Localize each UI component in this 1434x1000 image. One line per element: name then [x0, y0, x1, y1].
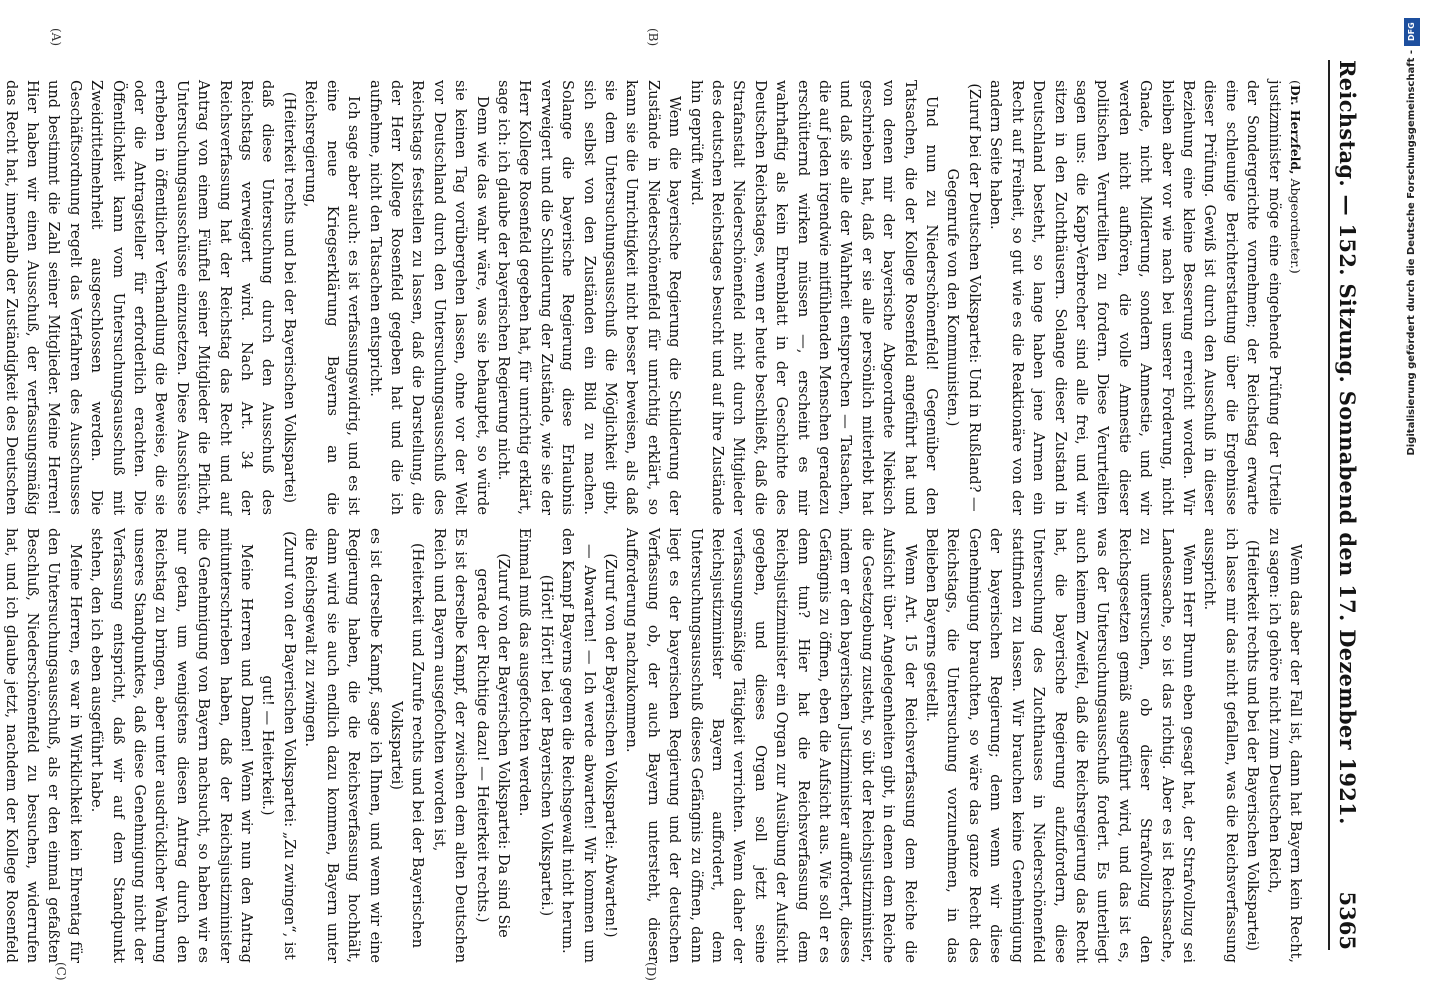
right-column — [0, 528, 1306, 963]
paragraph: Es ist derselbe Kampf, der zwischen dem alten Deutschen Reich und Bayern ausgefochten worden ist, — [430, 528, 470, 963]
paragraph: Wenn Art. 15 der Reichsverfassung dem Reiche die Aufsicht über Angelegenheiten gibt, in denen dem Reiche die Gesetzgebung zusteht, so übt der Reichsjustizminister, indem er den bayerischen Justizminister auffordert, dieses Gefängnis zu öffnen, eben die Aufsicht aus. Wie soll er es denn tun? Hier hat die Reichsverfassung dem Reichsjustizminister ein Organ zur Ausübung der Aufsicht gegeben, und dieses Organ soll jetzt seine verfassungsmäßige Tätigkeit verrichten. Wenn daher der Reichsjustizminister Bayern auffordert, dem Untersuchungsausschuß dieses Gefängnis zu öffnen, dann liegt es der bayerischen Regierung und der deutschen Verfassung ob, der auch Bayern untersteht, dieser Aufforderung nachzukommen. — [623, 528, 919, 963]
paragraph: Wenn die bayerische Regierung die Schilderung der Zustände in Niederschönenfeld für unrichtig erklärt, so kann sie die Unrichtigkeit nicht besser beweisen, als daß sie dem Untersuchungsausschuß die Möglichkeit gibt, sich selbst von den Zuständen ein Bild zu machen. Solange die bayerische Regierung diese Erlaubnis verweigert und die Schilderung der Zustände, wie sie der Herr Kollege Rosenfeld gegeben hat, für unrichtig erklärt, sage ich: ich glaube der bayerischen Regierung nicht. — [494, 80, 684, 515]
margin-marker-a: (A) — [49, 28, 63, 47]
interjection: (Zuruf von der Bayerischen Volkspartei: „Zu zwingen“, ist gut! — Heiterkeit.) — [259, 531, 298, 960]
margin-marker-d: (D) — [644, 962, 658, 981]
paragraph: Denn wie das wahr wäre, was sie behauptet, so würde sie keinen Tag vorübergehen lassen, ohne vor der Welt vor Deutschland durch den Untersuchungsausschuß des Reichstags feststellen zu lassen, daß die Darstellung, die der Herr Kollege Rosenfeld gegeben hat und die ich aufnehme, nicht den Tatsachen entspricht. — [366, 80, 491, 515]
interjection: (Zuruf bei der Deutschen Volkspartei: Und in Rußland? — Gegenrufe von den Kommunisten.) — [944, 83, 983, 512]
interjection: (Zuruf von der Bayerischen Volkspartei: Da sind Sie gerade der Richtige dazu! — Heiterkeit rechts.) — [473, 553, 512, 938]
interjection: (Heiterkeit rechts und bei der Bayerischen Volkspartei) — [1244, 539, 1262, 952]
paragraph: Einmal muß das ausgefochten werden. — [516, 528, 534, 817]
digitization-credit — [1400, 10, 1426, 990]
paragraph: Meine Herren und Damen! Wenn wir nun den Antrag mitunterschrieben haben, daß der Reichsjustizminister die Genehmigung von Bayern nachsucht, so haben wir es nur getan, um wenigstens diesen Antrag durch den Reichstag zu bringen, aber unter ausdrücklicher Wahrung unseres Standpunktes, daß diese Genehmigung nicht der Verfassung entspricht, daß wir auf dem Standpunkt stehen, den ich eben ausgeführt habe. — [88, 528, 256, 963]
page-number: 5365 — [1335, 891, 1360, 950]
margin-marker-c: (C) — [54, 962, 68, 981]
running-title: Reichstag. — 152. Sitzung. Sonnabend den 17. Dezember 1921. — [1335, 60, 1360, 825]
paragraph: es ist derselbe Kampf, sage ich Ihnen, und wenn wir eine Regierung haben, die die Reichsverfassung hochhält, dann wird sie auch endlich dazu kommen, Bayern unter die Reichsgewalt zu zwingen. — [302, 528, 384, 963]
rotated-document-page — [2, 20, 1388, 981]
paragraph: Ich sage aber auch: es ist verfassungswidrig, und es ist eine neue Kriegserklärung Bayerns an die Reichsregierung, — [302, 80, 363, 515]
speaker-line: (Dr. Herzfeld, Abgeordneter.) — [1288, 80, 1303, 274]
credit-text: Digitalisierung gefördert durch die Deutsche Forschungsgemeinschaft - — [1406, 50, 1417, 456]
left-column — [0, 80, 1306, 515]
paragraph: Und nun zu Niederschönenfeld! Gegenüber den Tatsachen, die der Kollege Rosenfeld angeführt hat und von denen mir der bayerische Abgeordnete Niekisch geschrieben hat, daß er sie alle persönlich miterlebt hat und daß sie alle der Wahrheit entsprechen — Tatsachen, die auf jeden irgendwie mitfühlenden Menschen geradezu erschütternd wirken müssen —, erscheint es mir wahrhaftig als kein Ehrenblatt in der Geschichte des Deutschen Reichstages, wenn er heute beschließt, daß die Strafanstalt Niederschönenfeld nicht durch Mitglieder des deutschen Reichstages besucht und auf ihre Zustände hin geprüft wird. — [687, 80, 941, 515]
paragraph: daß diese Untersuchung durch den Ausschuß des Reichstags verweigert wird. Nach Art. 34 der Reichsverfassung hat der Reichstag das Recht und auf Antrag von einem Fünftel seiner Mitglieder die Pflicht, Untersuchungsausschüsse einzusetzen. Diese Ausschüsse erheben in öffentlicher Verhandlung die Beweise, die sie oder die Antragsteller für erforderlich erachten. Die Öffentlichkeit kann vom Untersuchungsausschuß mit Zweidrittelmehrheit ausgeschlossen werden. Die Geschäftsordnung regelt das Verfahren des Ausschusses und bestimmt die Zahl seiner Mitglieder. Meine Herren! Hier haben wir einen Ausschuß, der verfassungsmäßig das Recht hat, innerhalb der Zuständigkeit des Deutschen — [2, 80, 277, 515]
paragraph: — Abwarten! — Ich werde abwarten! Wir kommen um den Kampf Bayerns gegen die Reichsgewalt nicht herum. — [559, 528, 598, 963]
paragraph: ich lasse mir das nicht gefallen, was die Reichsverfassung ausspricht. — [1201, 528, 1240, 963]
header-rule — [1328, 60, 1330, 950]
paragraph: Meine Herren, es war in Wirklichkeit kein Ehrentag für den Untersuchungsausschuß, als er den einmal gefaßten Beschluß, Niederschönenfeld zu besuchen, widerrufen hat, und ich glaube jetzt, nachdem der Kollege Rosenfeld — [2, 528, 84, 963]
dfg-logo-icon: DFG — [1404, 18, 1420, 46]
margin-marker-b: (B) — [646, 28, 660, 47]
paragraph: Wenn das aber der Fall ist, dann hat Bayern kein Recht, zu sagen: ich gehöre nicht zum Deutschen Reich, — [1265, 528, 1304, 963]
paragraph: Wenn Herr Brunn eben gesagt hat, der Strafvollzug sei Landessache, so ist das richtig. Aber es ist Reichssache, zu untersuchen, ob dieser Strafvollzug den Reichsgesetzen gemäß ausgeführt wird, und das ist es, was der Untersuchungsausschuß fordert. Es unterliegt auch keinem Zweifel, daß die Reichsregierung das Recht hat, die bayerische Regierung aufzufordern, diese Untersuchung des Zuchthauses in Niederschönenfeld stattfinden zu lassen. Wir brauchen keine Genehmigung der bayerischen Regierung; denn wenn wir diese Genehmigung brauchten, so wäre das ganze Recht des Reichstags, die Untersuchung vorzunehmen, in das Belieben Bayerns gestellt. — [923, 528, 1197, 963]
page-header — [1318, 60, 1368, 950]
paragraph: justizminister möge eine eingehende Prüfung der Urteile der Sondergerichte vornehmen; der Reichstag erwarte eine schleunige Berichterstattung über die Ergebnisse dieser Prüfung. Gewiß ist durch den Ausschuß in dieser Beziehung eine kleine Besserung erreicht worden. Wir bleiben aber vor wie nach bei unserer Forderung, nicht Gnade, nicht Milderung, sondern Amnestie, und wir werden nicht aufhören, die volle Amnestie dieser politischen Verurteilten zu fordern. Diese Verurteilten sagen uns: die Kapp-Verbrecher sind alle frei, und wir sitzen in den Zuchthäusern. Solange dieser Zustand in Deutschland besteht, so lange haben jene Armen ein Recht auf Freiheit, so gut wie es die Reaktionäre von der andern Seite haben. — [987, 80, 1283, 515]
interjection: (Hört! Hört! bei der Bayerischen Volkspartei.) — [537, 574, 555, 917]
interjection: (Heiterkeit rechts und bei der Bayerischen Volkspartei) — [280, 91, 298, 504]
interjection: (Heiterkeit und Zurufe rechts und bei der Bayerischen Volkspartei) — [387, 542, 427, 949]
speaker-name: Dr. Herzfeld, — [1288, 84, 1303, 175]
interjection: (Zuruf von der Bayerischen Volkspartei: Abwarten!) — [602, 553, 619, 938]
speaker-role: Abgeordneter. — [1288, 178, 1303, 269]
